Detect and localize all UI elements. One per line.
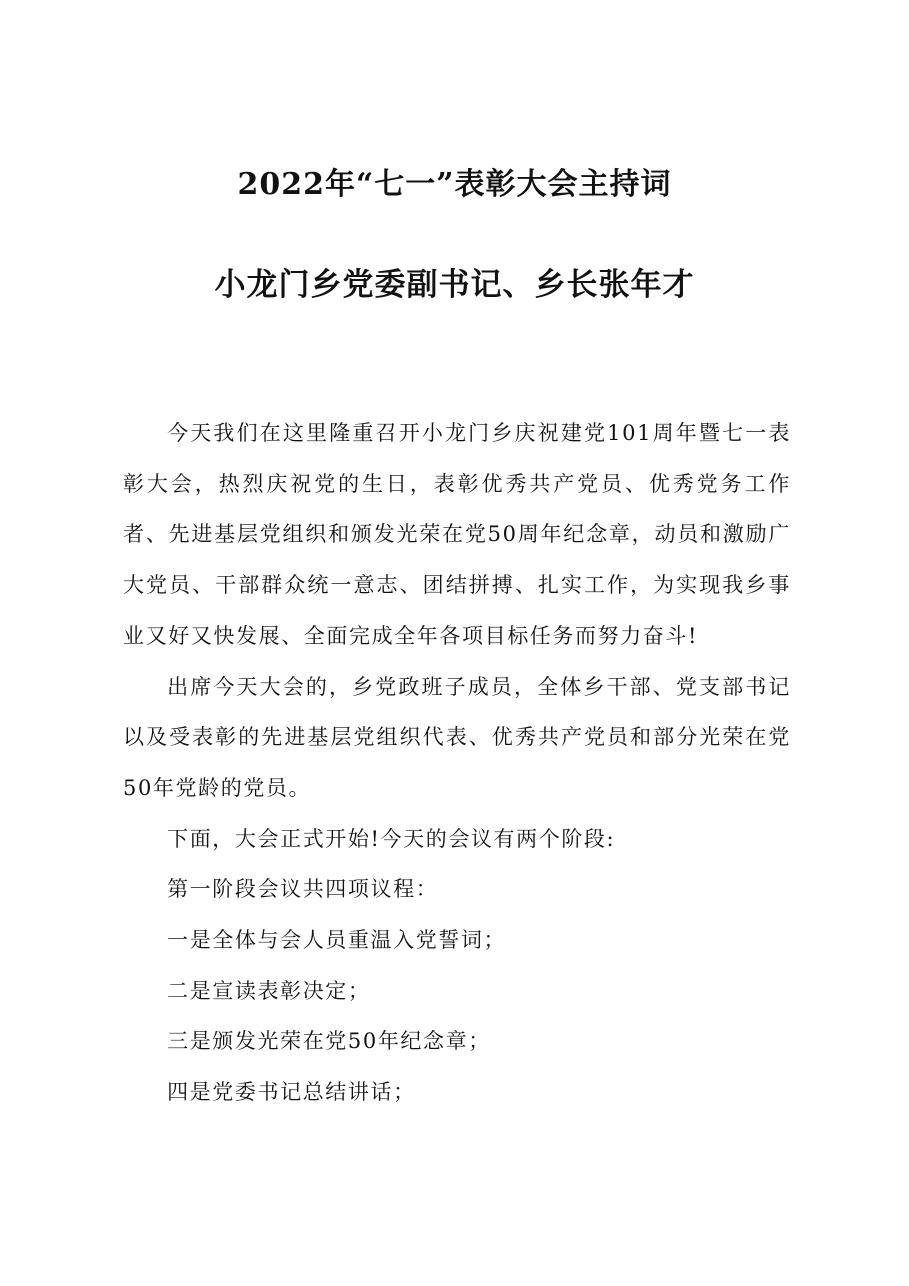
agenda-item-4: 四是党委书记总结讲话； xyxy=(167,1080,416,1105)
line-stage-one: 第一阶段会议共四项议程： xyxy=(167,877,439,902)
agenda-item-2: 二是宣读表彰决定； xyxy=(167,978,371,1003)
paragraph-attendees: 出席今天大会的，乡党政班子成员，全体乡干部、党支部书记以及受表彰的先进基层党组织代表、优秀共产党员和部分光荣在党50年党龄的党员。 xyxy=(123,674,791,800)
document-subtitle: 小龙门乡党委副书记、乡长张年才 xyxy=(214,267,695,303)
line-meeting-start: 下面，大会正式开始!今天的会议有两个阶段: xyxy=(167,826,616,851)
paragraph-opening: 今天我们在这里隆重召开小龙门乡庆祝建党101周年暨七一表彰大会，热烈庆祝党的生日，表彰优秀共产党员、优秀党务工作者、先进基层党组织和颁发光荣在党50周年纪念章，动员和激励广大党员、干部群众统一意志、团结拼搏、扎实工作，为实现我乡事业又好又快发展、全面完成全年各项目标任务而努力奋斗! xyxy=(123,421,791,648)
document-body xyxy=(123,408,791,1118)
document-title: 2022年“七一”表彰大会主持词 xyxy=(237,167,672,202)
agenda-item-1: 一是全体与会人员重温入党誓词； xyxy=(167,928,507,953)
agenda-item-3: 三是颁发光荣在党50年纪念章； xyxy=(167,1029,491,1054)
